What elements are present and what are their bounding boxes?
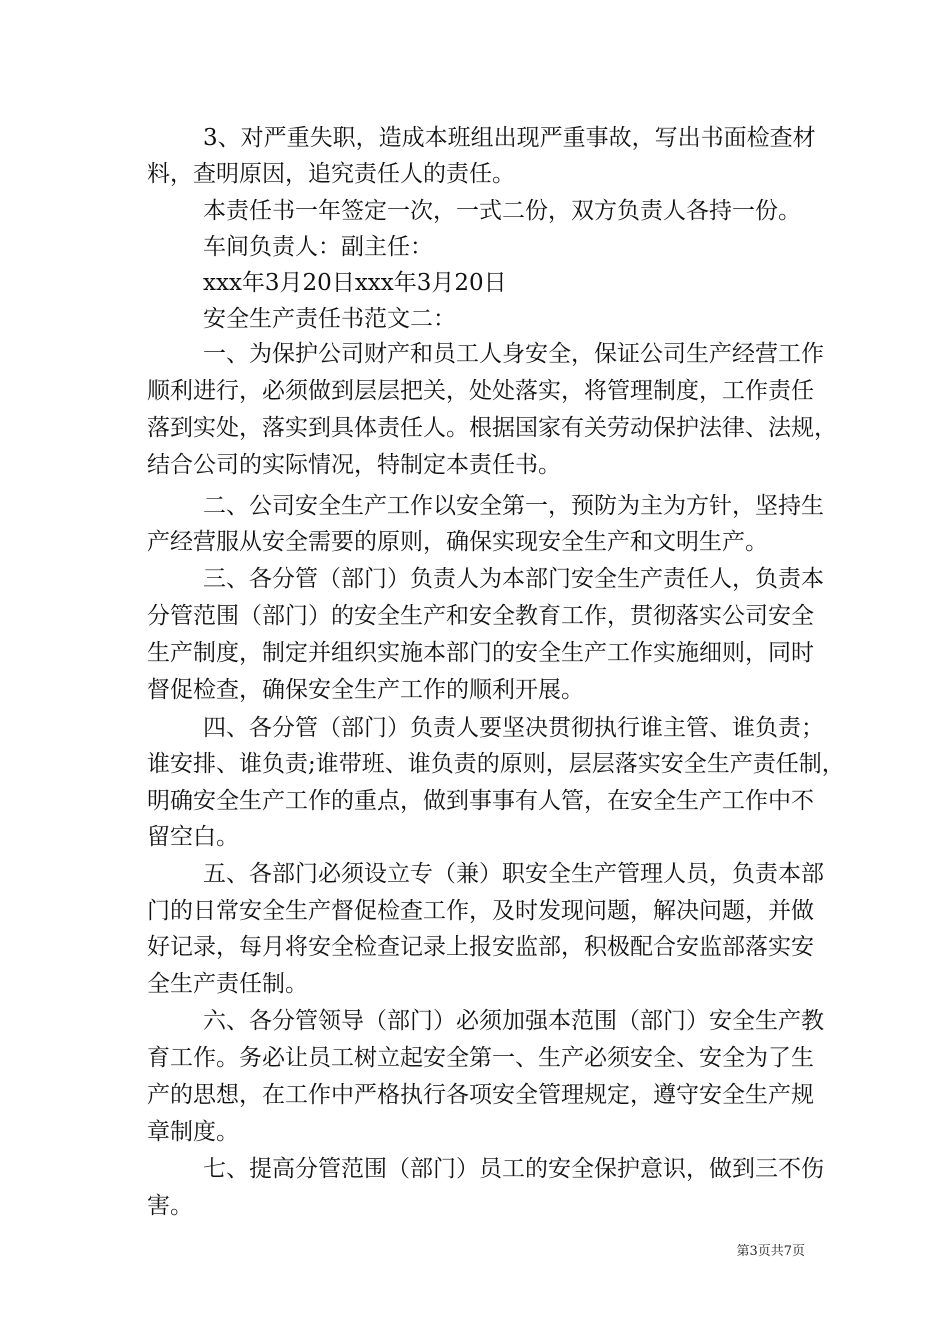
text-line: 分管范围（部门）的安全生产和安全教育工作，贯彻落实公司安全 [147,603,814,629]
text-line: 本责任书一年签定一次，一式二份，双方负责人各持一份。 [203,198,801,224]
text-line: 督促检查，确保安全生产工作的顺利开展。 [147,677,584,703]
text-line: 车间负责人：副主任： [203,234,433,260]
text-line: 六、各分管领导（部门）必须加强本范围（部门）安全生产教 [203,1008,824,1034]
text-line: 章制度。 [147,1119,239,1145]
text-line: 落到实处，落实到具体责任人。根据国家有关劳动保护法律、法规， [147,415,837,441]
text-line: 全生产责任制。 [147,971,308,997]
text-line: 三、各分管（部门）负责人为本部门安全生产责任人，负责本 [203,566,824,592]
text-line: 顺利进行，必须做到层层把关，处处落实，将管理制度，工作责任 [147,378,814,404]
text-line: 谁安排、谁负责;谁带班、谁负责的原则，层层落实安全生产责任制， [147,751,845,777]
text-line: 结合公司的实际情况，特制定本责任书。 [147,452,561,478]
text-line: 好记录，每月将安全检查记录上报安监部，积极配合安监部落实安 [147,934,814,960]
text-line: 七、提高分管范围（部门）员工的安全保护意识，做到三不伤 [203,1156,824,1182]
text-line: 五、各部门必须设立专（兼）职安全生产管理人员，负责本部 [203,861,824,887]
section-heading: 安全生产责任书范文二： [203,306,456,332]
text-line: 生产制度，制定并组织实施本部门的安全生产工作实施细则，同时 [147,640,814,666]
text-line: 产经营服从安全需要的原则，确保实现安全生产和文明生产。 [147,529,768,555]
text-line: 二、公司安全生产工作以安全第一，预防为主为方针，坚持生 [203,493,824,519]
text-line: 四、各分管（部门）负责人要坚决贯彻执行谁主管、谁负责； [203,715,824,741]
text-line: 留空白。 [147,824,239,850]
text-line: 门的日常安全生产督促检查工作，及时发现问题，解决问题，并做 [147,898,814,924]
text-line: xxx年3月20日xxx年3月20日 [203,270,507,296]
text-line: 育工作。务必让员工树立起安全第一、生产必须安全、安全为了生 [147,1045,814,1071]
text-line: 料，查明原因，追究责任人的责任。 [147,161,515,187]
text-line: 产的思想，在工作中严格执行各项安全管理规定，遵守安全生产规 [147,1082,814,1108]
text-line: 3、对严重失职，造成本班组出现严重事故，写出书面检查材 [203,125,816,151]
page-number: 第3页共7页 [736,1244,805,1259]
text-line: 一、为保护公司财产和员工人身安全，保证公司生产经营工作 [203,341,824,367]
text-line: 害。 [147,1193,193,1219]
text-line: 明确安全生产工作的重点，做到事事有人管，在安全生产工作中不 [147,788,814,814]
